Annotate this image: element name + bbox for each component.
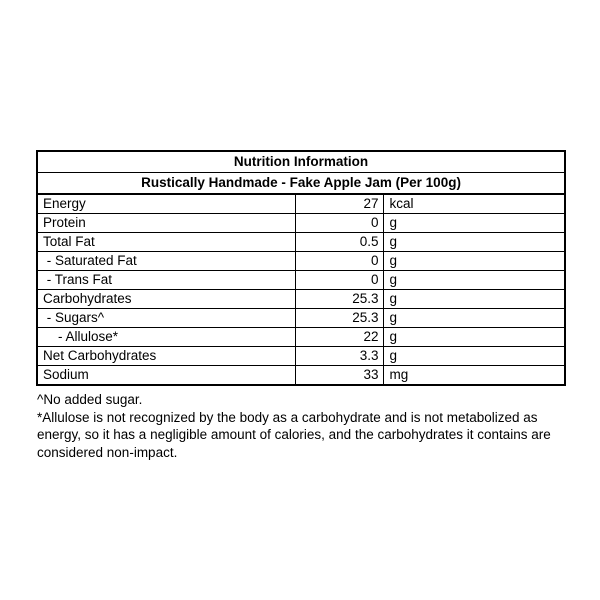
nutrient-value: 3.3 [295, 347, 383, 366]
nutrient-unit: kcal [383, 194, 565, 214]
nutrient-value: 0 [295, 252, 383, 271]
nutrient-value: 0 [295, 214, 383, 233]
nutrient-value: 0.5 [295, 233, 383, 252]
table-row [37, 252, 565, 271]
nutrient-unit: g [383, 214, 565, 233]
nutrient-unit: g [383, 328, 565, 347]
nutrient-unit: g [383, 252, 565, 271]
footnotes [37, 391, 567, 461]
nutrient-value: 27 [295, 194, 383, 214]
title-row [37, 151, 565, 173]
nutrient-name: Net Carbohydrates [37, 347, 295, 366]
table-row [37, 309, 565, 328]
table-row [37, 214, 565, 233]
table-title: Nutrition Information [37, 151, 565, 173]
nutrient-unit: g [383, 347, 565, 366]
nutrient-name: Total Fat [37, 233, 295, 252]
nutrient-unit: g [383, 271, 565, 290]
nutrient-value: 0 [295, 271, 383, 290]
nutrient-unit: mg [383, 366, 565, 386]
nutrient-unit: g [383, 290, 565, 309]
table-row [37, 194, 565, 214]
table-row [37, 271, 565, 290]
product-subtitle: Rustically Handmade - Fake Apple Jam (Per 100g) [37, 173, 565, 195]
table-row [37, 233, 565, 252]
nutrient-unit: g [383, 233, 565, 252]
nutrient-name: Energy [37, 194, 295, 214]
nutrient-unit: g [383, 309, 565, 328]
table-row [37, 290, 565, 309]
nutrient-name: Carbohydrates [37, 290, 295, 309]
nutrient-value: 33 [295, 366, 383, 386]
nutrient-name: Protein [37, 214, 295, 233]
table-row [37, 366, 565, 386]
nutrient-name: - Sugars^ [37, 309, 295, 328]
footnote-no-added-sugar: ^No added sugar. [37, 392, 143, 407]
nutrition-table [36, 150, 566, 386]
nutrient-value: 25.3 [295, 309, 383, 328]
nutrient-name: - Saturated Fat [37, 252, 295, 271]
nutrient-value: 25.3 [295, 290, 383, 309]
subtitle-row [37, 173, 565, 195]
footnote-allulose: *Allulose is not recognized by the body as a carbohydrate and is not metabolized as energy, so it has a negligible amount of calories, and the carbohydrates it contains are considered non-impact. [37, 409, 551, 460]
nutrient-name: - Allulose* [37, 328, 295, 347]
nutrient-name: Sodium [37, 366, 295, 386]
table-row [37, 328, 565, 347]
nutrient-name: - Trans Fat [37, 271, 295, 290]
table-row [37, 347, 565, 366]
nutrient-value: 22 [295, 328, 383, 347]
